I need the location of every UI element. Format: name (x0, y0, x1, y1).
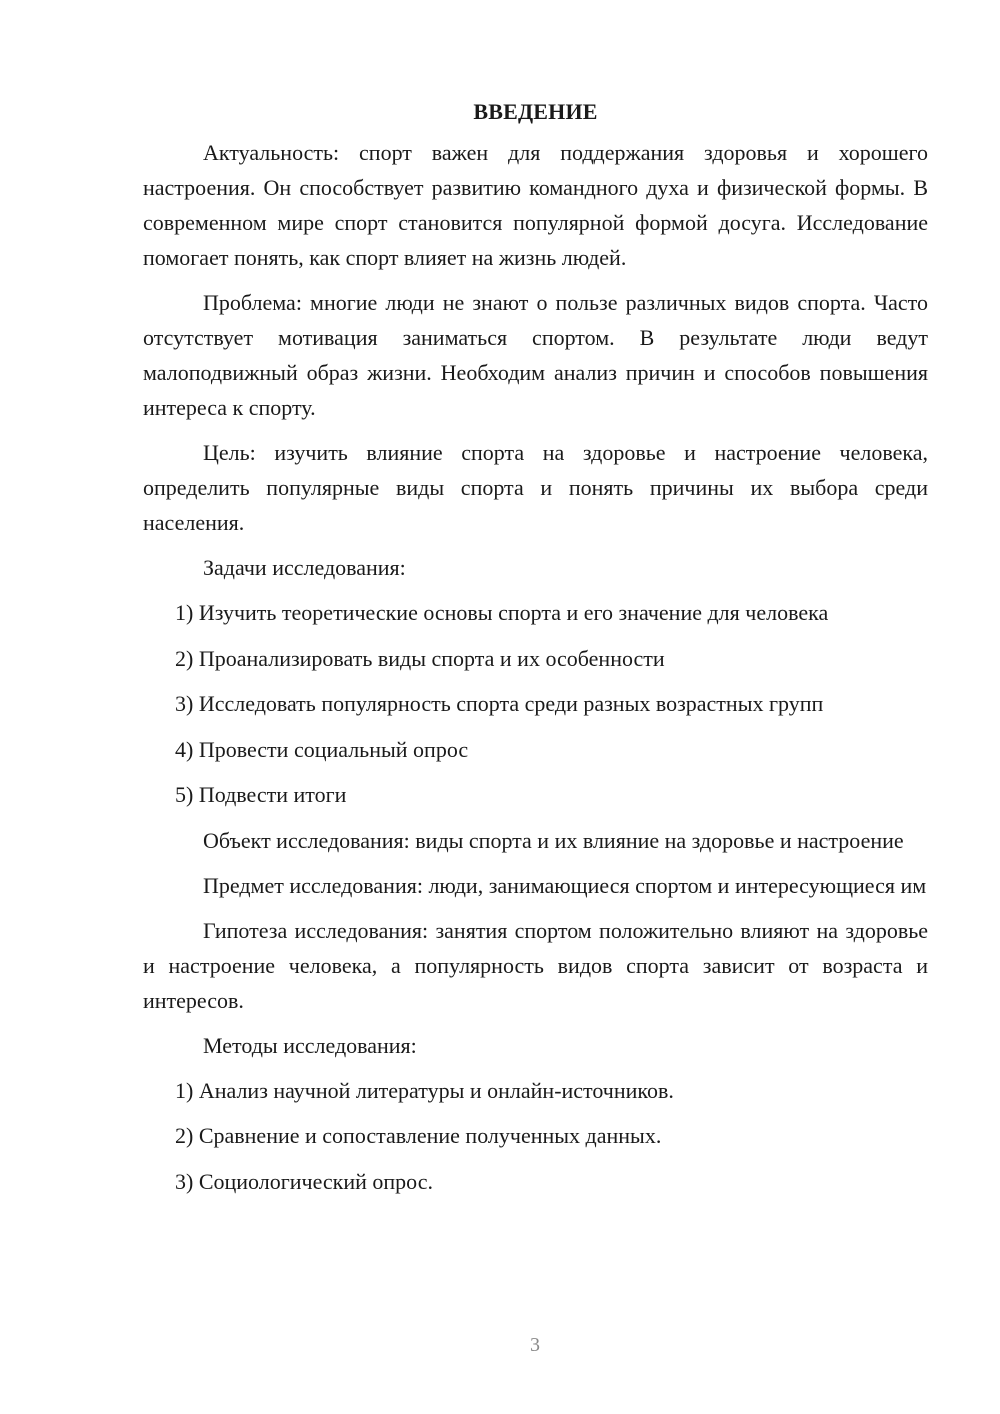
list-item: 3) Социологический опрос. (175, 1168, 433, 1194)
hypothesis-paragraph: Гипотеза исследования: занятия спортом положительно влияют на здоровье и настроение человека, а популярность видов спорта зависит от возраста и интересов. (143, 917, 928, 1013)
methods-title: Методы исследования: (203, 1032, 417, 1058)
list-item: 1) Изучить теоретические основы спорта и его значение для человека (175, 600, 829, 625)
tasks-title: Задачи исследования: (203, 555, 406, 580)
goal-paragraph: Цель: изучить влияние спорта на здоровье и настроение человека, определить популярные виды спорта и понять причины их выбора среди населения. (143, 440, 928, 535)
page-content (143, 94, 928, 1209)
problem-paragraph: Проблема: многие люди не знают о пользе различных видов спорта. Часто отсутствует мотивация заниматься спортом. В результате люди ведут малоподвижный образ жизни. Необходим анализ причин и способов повышения интереса к спорту. (143, 290, 928, 420)
list-item: 5) Подвести итоги (175, 782, 347, 807)
methods-list (143, 1073, 928, 1199)
list-item: 3) Исследовать популярность спорта среди разных возрастных групп (175, 691, 824, 716)
subject-paragraph: Предмет исследования: люди, занимающиеся спортом и интересующиеся им (203, 872, 927, 898)
list-item: 2) Проанализировать виды спорта и их особенности (175, 645, 665, 671)
object-paragraph: Объект исследования: виды спорта и их влияние на здоровье и настроение (203, 827, 904, 853)
relevance-paragraph: Актуальность: спорт важен для поддержания здоровья и хорошего настроения. Он способствует развитию командного духа и физической формы. В современном мире спорт становится популярной формой досуга. Исследование помогает понять, как спорт влияет на жизнь людей. (143, 140, 928, 270)
page-number: 3 (530, 1334, 540, 1356)
section-heading: ВВЕДЕНИЕ (473, 99, 598, 124)
tasks-list (143, 595, 928, 812)
list-item: 1) Анализ научной литературы и онлайн-источников. (175, 1077, 674, 1103)
list-item: 4) Провести социальный опрос (175, 736, 469, 762)
list-item: 2) Сравнение и сопоставление полученных данных. (175, 1123, 662, 1148)
